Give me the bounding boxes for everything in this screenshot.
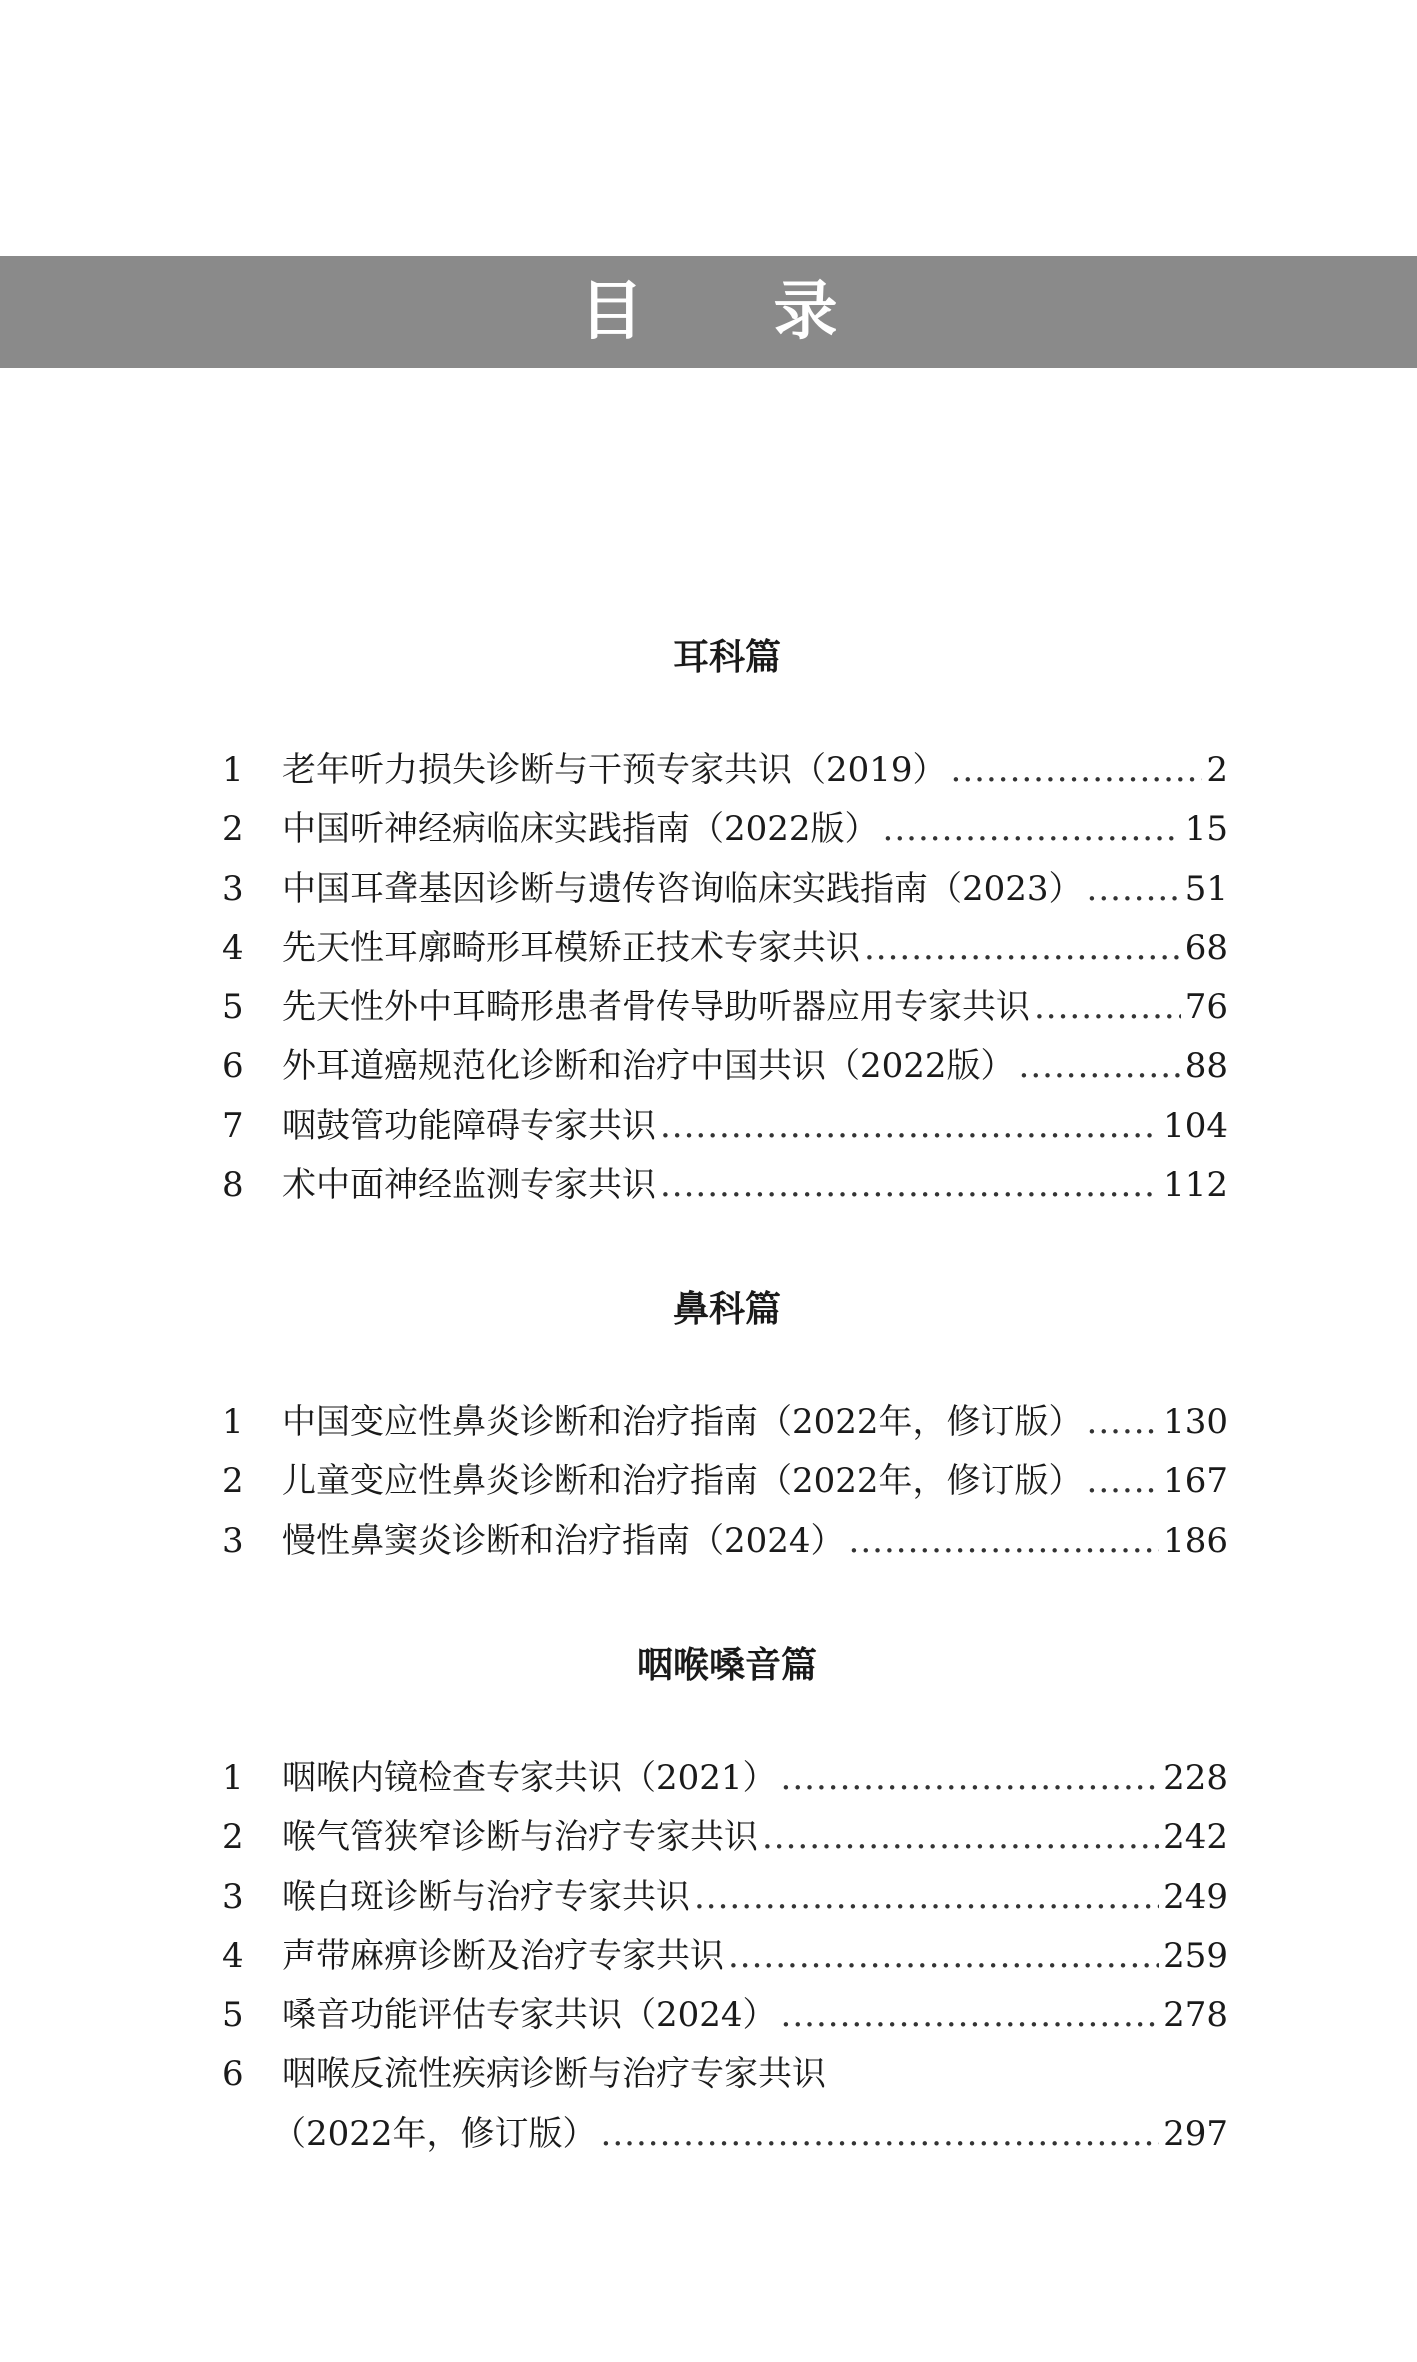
section-title: 耳科篇: [672, 637, 781, 678]
toc-entry-continuation[interactable]: [222, 2112, 1228, 2171]
section-throat-voice: [0, 1646, 1417, 1686]
entry-page: 278: [1163, 1995, 1228, 2036]
entry-number: 2: [222, 1817, 244, 1858]
entry-number: 6: [222, 1046, 244, 1087]
toc-entry[interactable]: [222, 807, 1228, 866]
dot-leader: [951, 748, 1203, 792]
toc-entry[interactable]: [222, 1519, 1228, 1578]
toc-entry[interactable]: [222, 1044, 1228, 1103]
toc-entry[interactable]: [222, 748, 1228, 807]
dot-leader: [660, 1104, 1159, 1148]
entry-title: 声带麻痹诊断及治疗专家共识: [282, 1935, 724, 1976]
entry-number: 7: [222, 1105, 244, 1146]
entry-page: 249: [1163, 1876, 1228, 1917]
toc-entry[interactable]: [222, 1104, 1228, 1163]
toc-entry[interactable]: [222, 985, 1228, 1044]
dot-leader: [1087, 1400, 1160, 1444]
entry-page: 130: [1163, 1402, 1228, 1442]
entry-number: 1: [222, 1758, 244, 1798]
entry-title: 外耳道癌规范化诊断和治疗中国共识（2022版）: [282, 1046, 1015, 1087]
entry-page: 88: [1184, 1046, 1228, 1087]
dot-leader: [660, 1163, 1159, 1207]
toc-entry[interactable]: [222, 1163, 1228, 1222]
entry-title: 嗓音功能评估专家共识（2024）: [282, 1995, 777, 2036]
entry-number: 6: [222, 2054, 244, 2095]
section-nose: [0, 1290, 1417, 1330]
entry-title: 咽鼓管功能障碍专家共识: [282, 1105, 656, 1146]
entry-title: 中国变应性鼻炎诊断和治疗指南（2022年，修订版）: [282, 1402, 1083, 1442]
toc-entry[interactable]: [222, 1815, 1228, 1874]
dot-leader: [883, 807, 1181, 851]
entry-title: 咽喉反流性疾病诊断与治疗专家共识: [282, 2054, 826, 2095]
entry-page: 297: [1163, 2113, 1228, 2154]
dot-leader: [728, 1934, 1159, 1978]
entry-page: 104: [1163, 1105, 1228, 1146]
entry-page: 228: [1163, 1758, 1228, 1798]
page-title: 目录: [579, 275, 968, 349]
entry-page: 15: [1184, 809, 1228, 850]
entry-title-continued: （2022年，修订版）: [272, 2113, 597, 2154]
entry-number: 5: [222, 1995, 244, 2036]
entry-number: 3: [222, 1876, 244, 1917]
entry-page: 112: [1163, 1165, 1228, 1206]
entry-page: 68: [1184, 927, 1228, 968]
entry-number: 4: [222, 927, 244, 968]
entry-number: 4: [222, 1935, 244, 1976]
toc-entry[interactable]: [222, 1993, 1228, 2052]
section-throat-voice-entries: [222, 1756, 1228, 2171]
toc-entry[interactable]: [222, 1400, 1228, 1459]
entry-title: 先天性耳廓畸形耳模矫正技术专家共识: [282, 927, 860, 968]
section-title: 鼻科篇: [672, 1289, 781, 1330]
dot-leader: [1087, 867, 1181, 911]
dot-leader: [849, 1519, 1160, 1563]
entry-number: 8: [222, 1165, 244, 1206]
dot-leader: [864, 926, 1181, 970]
entry-title: 儿童变应性鼻炎诊断和治疗指南（2022年，修订版）: [282, 1461, 1083, 1502]
dot-leader: [762, 1815, 1159, 1859]
toc-entry[interactable]: [222, 867, 1228, 926]
entry-title: 老年听力损失诊断与干预专家共识（2019）: [282, 750, 947, 790]
dot-leader: [694, 1875, 1159, 1919]
dot-leader: [1034, 985, 1181, 1029]
entry-number: 1: [222, 1402, 244, 1442]
dot-leader: [781, 1993, 1160, 2037]
entry-number: 1: [222, 750, 244, 790]
entry-number: 2: [222, 1461, 244, 1502]
toc-entry[interactable]: [222, 1875, 1228, 1934]
dot-leader: [601, 2112, 1160, 2156]
entry-title: 中国耳聋基因诊断与遗传咨询临床实践指南（2023）: [282, 868, 1083, 909]
section-ear-entries: [222, 748, 1228, 1222]
toc-header-banner: [0, 256, 1417, 368]
entry-title: 喉气管狭窄诊断与治疗专家共识: [282, 1817, 758, 1858]
toc-entry[interactable]: [222, 926, 1228, 985]
section-title: 咽喉嗓音篇: [636, 1645, 817, 1686]
entry-number: 2: [222, 809, 244, 850]
entry-page: 242: [1163, 1817, 1228, 1858]
section-ear: [0, 638, 1417, 678]
entry-number: 3: [222, 1520, 244, 1561]
toc-entry[interactable]: [222, 1459, 1228, 1518]
entry-page: 186: [1163, 1520, 1228, 1561]
dot-leader: [1019, 1044, 1181, 1088]
section-nose-entries: [222, 1400, 1228, 1578]
entry-title: 中国听神经病临床实践指南（2022版）: [282, 809, 879, 850]
entry-page: 76: [1184, 987, 1228, 1028]
toc-entry[interactable]: [222, 1934, 1228, 1993]
entry-number: 3: [222, 868, 244, 909]
entry-page: 167: [1163, 1461, 1228, 1502]
entry-title: 咽喉内镜检查专家共识（2021）: [282, 1758, 777, 1798]
entry-title: 慢性鼻窦炎诊断和治疗指南（2024）: [282, 1520, 845, 1561]
toc-entry[interactable]: [222, 2052, 1228, 2111]
entry-number: 5: [222, 987, 244, 1028]
toc-entry[interactable]: [222, 1756, 1228, 1815]
entry-page: 2: [1206, 750, 1228, 790]
entry-title: 术中面神经监测专家共识: [282, 1165, 656, 1206]
dot-leader: [781, 1756, 1160, 1800]
dot-leader: [1087, 1459, 1160, 1503]
entry-page: 51: [1184, 868, 1228, 909]
entry-title: 喉白斑诊断与治疗专家共识: [282, 1876, 690, 1917]
entry-title: 先天性外中耳畸形患者骨传导助听器应用专家共识: [282, 987, 1030, 1028]
entry-page: 259: [1163, 1935, 1228, 1976]
